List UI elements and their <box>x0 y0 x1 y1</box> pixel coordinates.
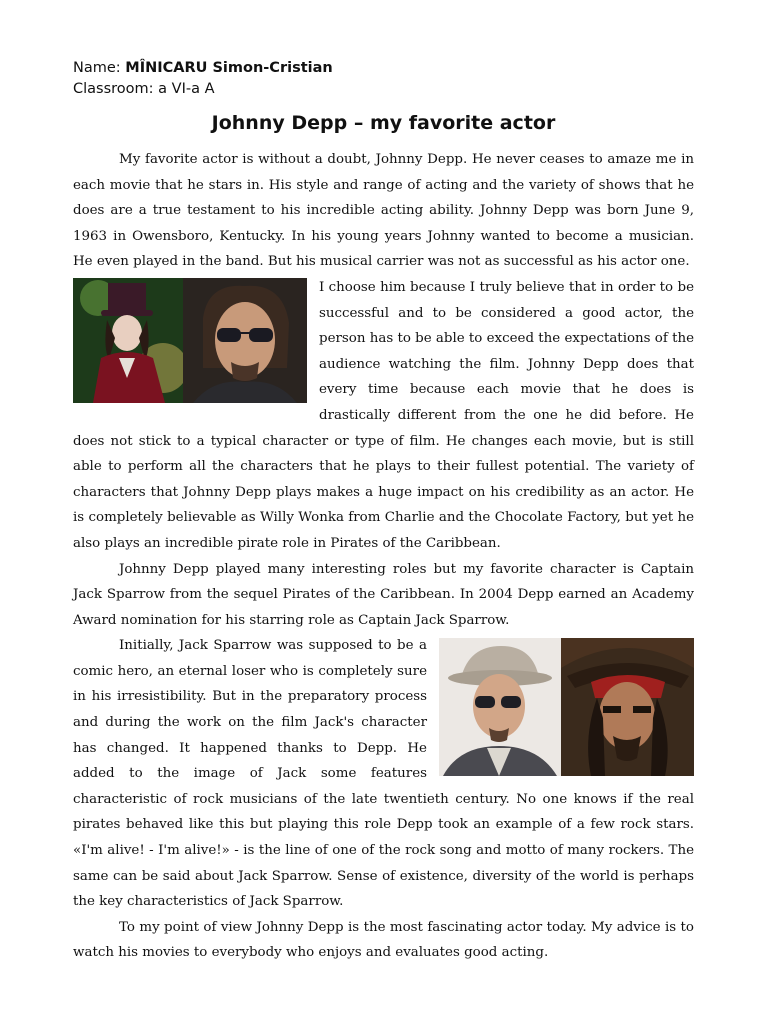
paragraph-favorite-role: Johnny Depp played many interesting roles but my favorite character is Captain Jack Sparrow from the sequel Pirates of the Caribbean. In 2004 Depp earned an Academy Award nomination for his starring role as Captain Jack Sparrow. <box>73 561 694 628</box>
document-page <box>73 58 694 966</box>
student-header <box>73 58 694 100</box>
name-label: Name: <box>73 60 121 76</box>
classroom-line: Classroom: a VI-a A <box>73 81 215 97</box>
paragraph-intro: My favorite actor is without a doubt, Johnny Depp. He never ceases to amaze me in each movie that he stars in. His style and range of acting and the variety of shows that he does are a true testament to his incredible acting ability. Johnny Depp was born June 9, 1963 in Owensboro, Kentucky. In his young years Johnny wanted to become a musician. He even played in the band. But his musical carrier was not as successful as his actor one. <box>73 152 694 270</box>
name-line <box>73 58 694 79</box>
essay-title: Johnny Depp – my favorite actor <box>211 112 556 134</box>
photo-pair-depp-sparrow <box>439 638 694 776</box>
willy-wonka-photo <box>73 278 183 403</box>
paragraph-conclusion: To my point of view Johnny Depp is the most fascinating actor today. My advice is to watch his movies to everybody who enjoys and evaluates good acting. <box>73 919 694 961</box>
johnny-depp-glasses-photo <box>183 278 307 403</box>
student-name: MÎNICARU Simon-Cristian <box>125 60 333 76</box>
essay-body <box>73 147 694 966</box>
paragraph-why: I choose him because I truly believe that in order to be successful and to be considered a good actor, the person has to be able to exceed the expectations of the audience watching the film. Johnny Depp does that every time because each movie that he does is drastically different from the one he did before. He does not stick to a typical character or type of film. He changes each movie, but is still able to perform all the characters that he plays to their fullest potential. The variety of characters that Johnny Depp plays makes a huge impact on his credibility as an actor. He is completely believable as Willy Wonka from Charlie and the Chocolate Factory, but yet he also plays an incredible pirate role in Pirates of the Caribbean. <box>73 279 694 551</box>
johnny-depp-hat-photo <box>439 638 561 776</box>
photo-pair-wonka-depp <box>73 278 307 403</box>
paragraph-jack-sparrow: Initially, Jack Sparrow was supposed to be a comic hero, an eternal loser who is completely sure in his irresistibility. But in the preparatory process and during the work on the film Jack's character has changed. It happened thanks to Depp. He added to the image of Jack some features characteristic of rock musicians of the late twentieth century. No one knows if the real pirates behaved like this but playing this role Depp took an example of a few rock stars. «I'm alive! - I'm alive!» - is the line of one of the rock song and motto of many rockers. The same can be said about Jack Sparrow. Sense of existence, diversity of the world is perhaps the key characteristics of Jack Sparrow. <box>73 638 694 910</box>
jack-sparrow-photo <box>561 638 694 776</box>
